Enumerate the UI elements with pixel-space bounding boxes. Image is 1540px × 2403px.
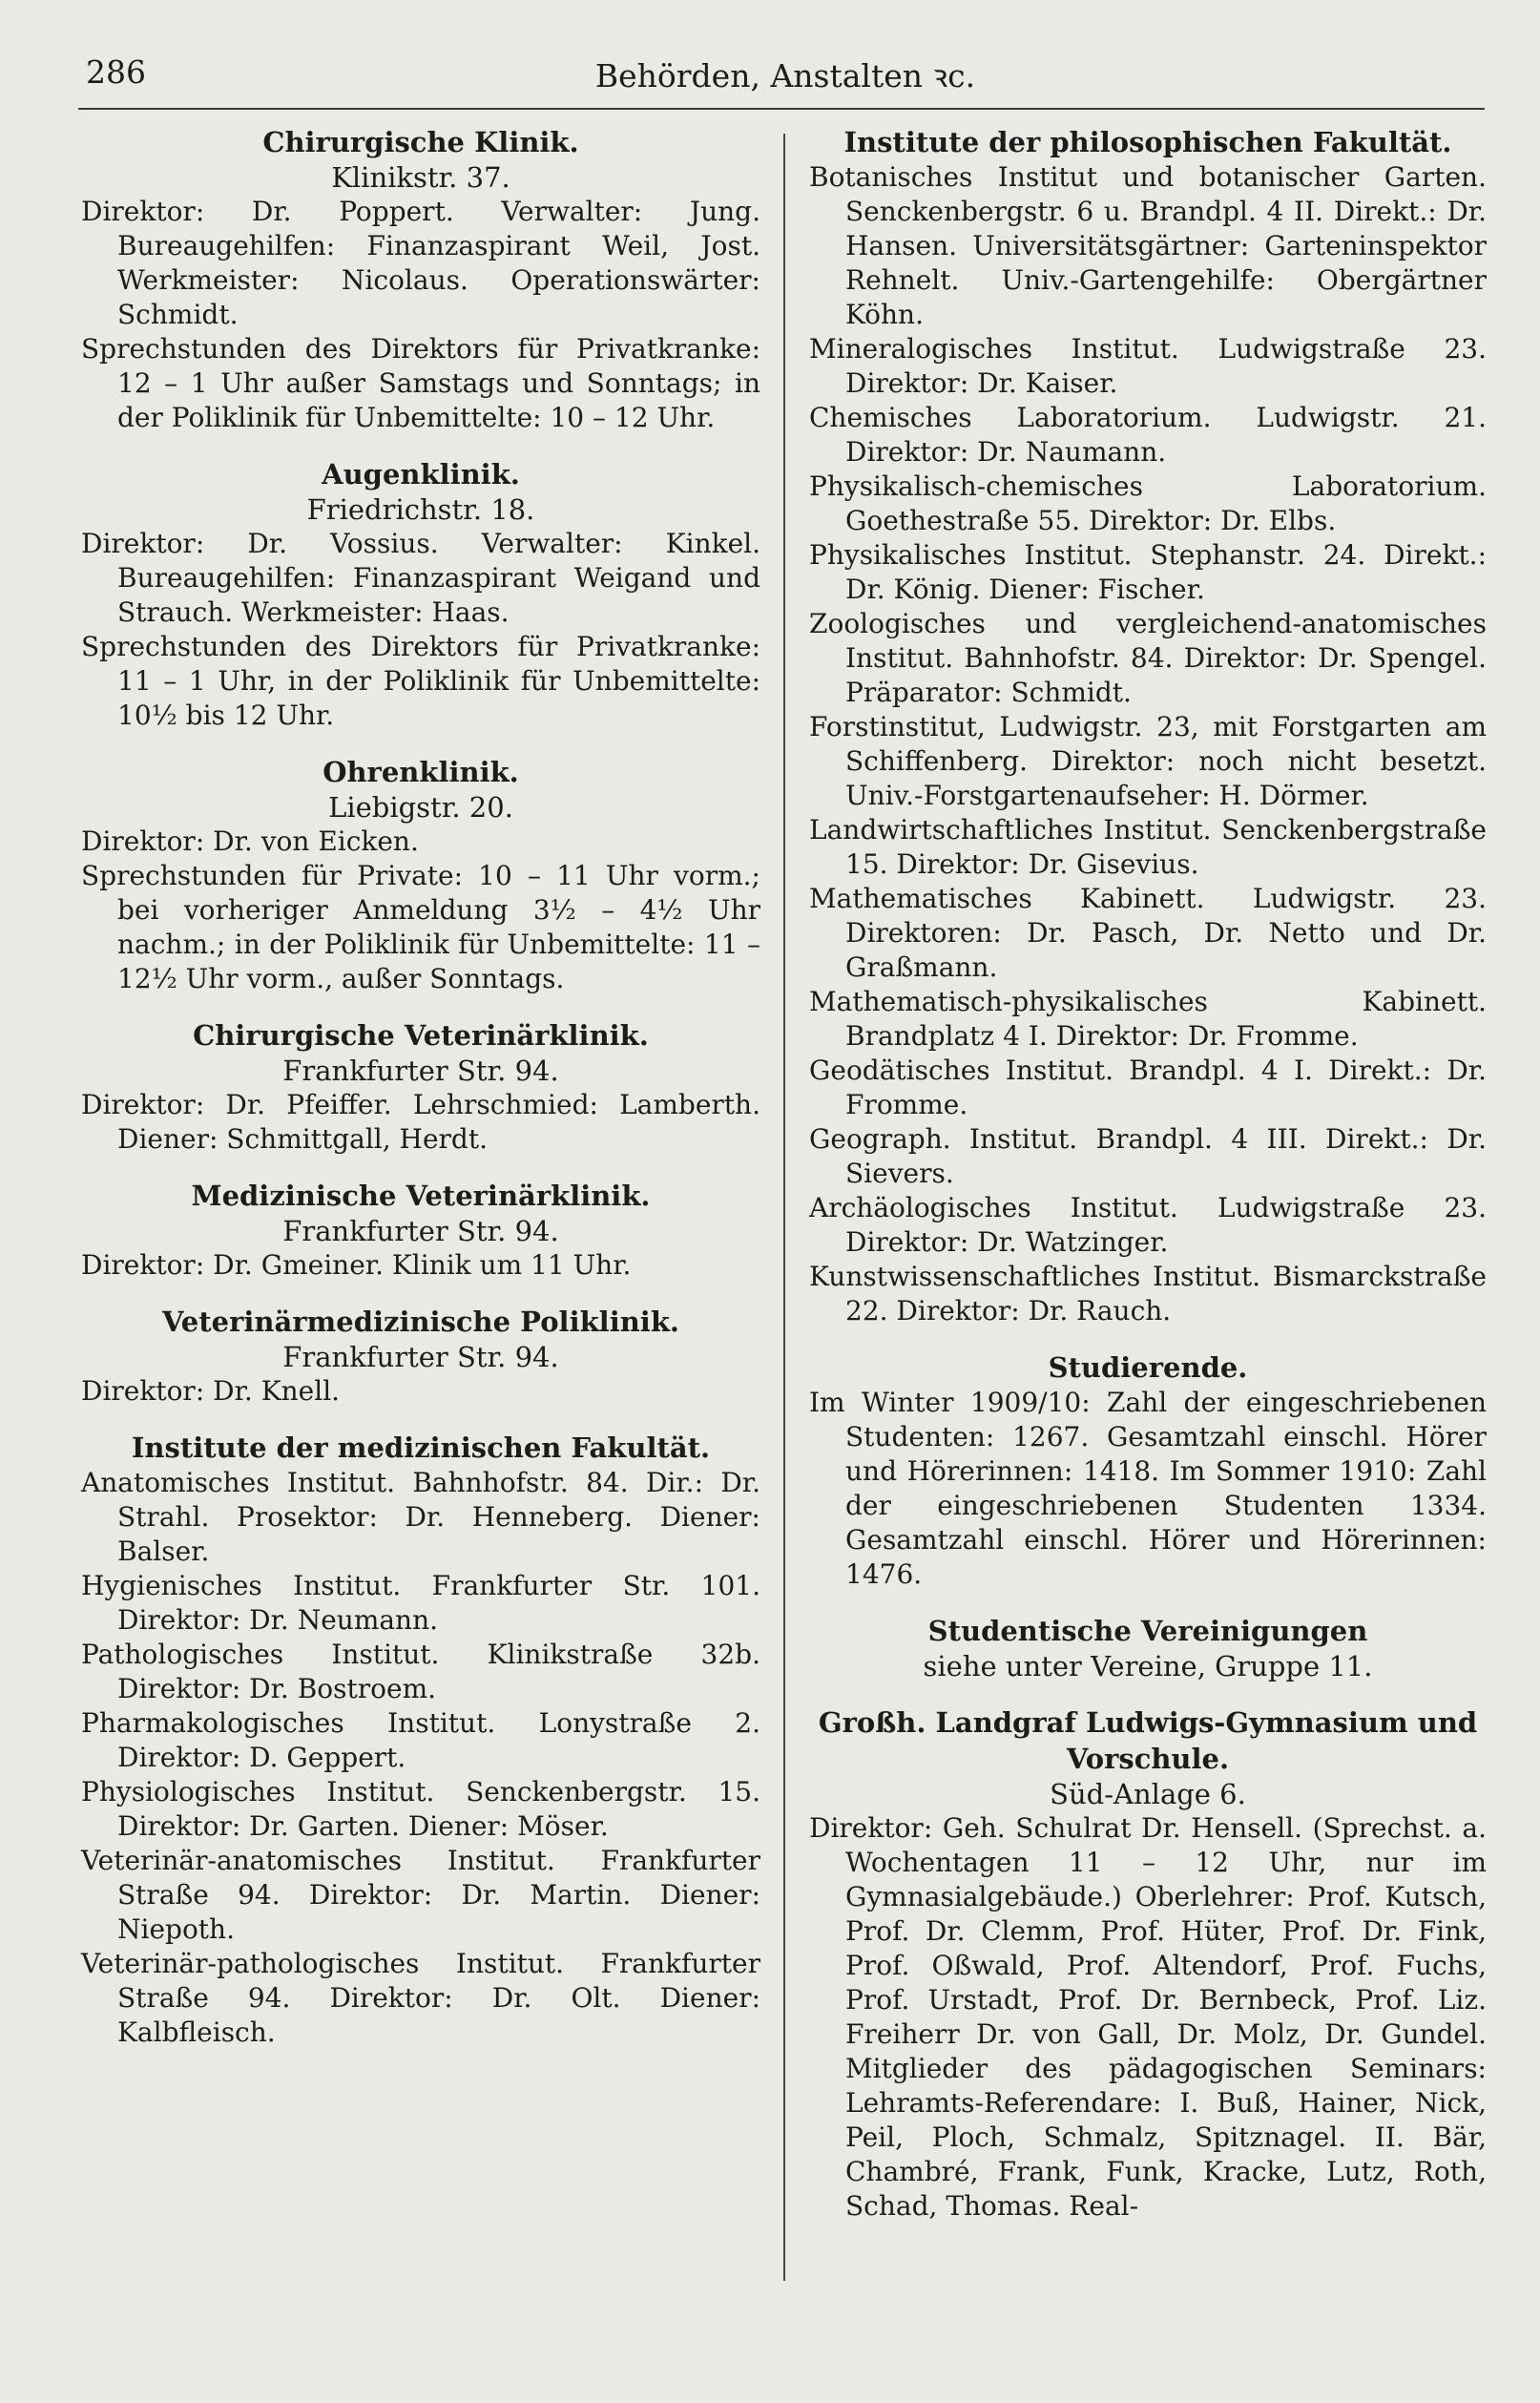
entry-paragraph: Pathologisches Institut. Klinikstraße 32b. Direktor: Dr. Bostroem. — [81, 1639, 760, 1704]
section-title: Ohrenklinik. — [323, 756, 519, 788]
section-grossh-landgraf-ludwigs-gymnasium-und-vo — [809, 1704, 1487, 2224]
entry-paragraph: Physikalisches Institut. Stephanstr. 24. Direkt.: Dr. König. Diener: Fischer. — [809, 539, 1487, 605]
section-address: Liebigstr. 20. — [328, 791, 513, 824]
entry-paragraph: Direktor: Dr. von Eicken. — [81, 825, 419, 857]
entry-paragraph: Archäologisches Institut. Ludwigstraße 23. Direktor: Dr. Watzinger. — [809, 1192, 1487, 1258]
entry-paragraph: Direktor: Dr. Vossius. Verwalter: Kinkel. Bureaugehilfen: Finanzaspirant Weigand und Strauch. Werkmeister: Haas. — [81, 528, 760, 628]
entry-paragraph: Botanisches Institut und botanischer Garten. Senckenbergstr. 6 u. Brandpl. 4 II. Direkt.: Dr. Hansen. Universitätsgärtner: Garteninspektor Rehnelt. Univ.-Gartengehilfe: Obergärtner Köhn. — [809, 161, 1487, 330]
section-title: Institute der medizinischen Fakultät. — [131, 1431, 711, 1464]
section-title: Chirurgische Klinik. — [262, 126, 579, 158]
entry-paragraph: Pharmakologisches Institut. Lonystraße 2. Direktor: D. Geppert. — [81, 1707, 760, 1773]
section-address: siehe unter Vereine, Gruppe 11. — [923, 1650, 1373, 1682]
section-title: Veterinärmedizinische Poliklinik. — [161, 1306, 680, 1338]
entry-paragraph: Mathematisch-physikalisches Kabinett. Brandplatz 4 I. Direktor: Dr. Fromme. — [809, 986, 1487, 1052]
entry-paragraph: Direktor: Geh. Schulrat Dr. Hensell. (Sprechst. a. Wochentagen 11 – 12 Uhr, nur im Gymnasialgebäude.) Oberlehrer: Prof. Kutsch, Prof. Dr. Clemm, Prof. Hüter, Prof. Dr. Fink, Prof. Oßwald, Prof. Altendorf, Prof. Fuchs, Prof. Urstadt, Prof. Dr. Bernbeck, Prof. Liz. Freiherr Dr. von Gall, Dr. Molz, Dr. Gundel. Mitglieder des pädagogischen Seminars: Lehramts-Referendare: I. Buß, Hainer, Nick, Peil, Ploch, Schmalz, Spitznagel. II. Bär, Chambré, Frank, Funk, Kracke, Lutz, Roth, Schad, Thomas. Real- — [809, 1812, 1487, 2222]
section-title: Großh. Landgraf Ludwigs-Gymnasium und Vorschule. — [818, 1706, 1478, 1775]
section-chirurgische-veterinaerklinik — [81, 1017, 760, 1157]
section-veterinaermedizinische-poliklinik — [81, 1304, 760, 1409]
section-ohrenklinik — [81, 754, 760, 996]
entry-paragraph: Sprechstunden des Direktors für Privatkranke: 11 – 1 Uhr, in der Poliklinik für Unbemittelte: 10½ bis 12 Uhr. — [81, 631, 760, 731]
section-address: Klinikstr. 37. — [331, 161, 510, 194]
entry-paragraph: Zoologisches und vergleichend-anatomisches Institut. Bahnhofstr. 84. Direktor: Dr. Spengel. Präparator: Schmidt. — [809, 608, 1487, 708]
section-address: Süd-Anlage 6. — [1050, 1778, 1246, 1810]
section-title: Augenklinik. — [322, 458, 520, 491]
running-title: Behörden, Anstalten ꝛc. — [594, 57, 976, 94]
section-title: Medizinische Veterinärklinik. — [191, 1180, 651, 1212]
entry-paragraph: Landwirtschaftliches Institut. Senckenbergstraße 15. Direktor: Dr. Gisevius. — [809, 814, 1487, 880]
section-title: Studentische Vereinigungen — [927, 1615, 1368, 1647]
section-institute-der-medizinischen-fakultaet — [81, 1430, 760, 2050]
section-title: Studierende. — [1048, 1351, 1248, 1384]
section-address: Friedrichstr. 18. — [306, 493, 535, 526]
section-studentische-vereinigungen — [809, 1613, 1487, 1683]
entry-paragraph: Veterinär-pathologisches Institut. Frankfurter Straße 94. Direktor: Dr. Olt. Diener: Kalbfleisch. — [81, 1948, 760, 2048]
entry-paragraph: Sprechstunden des Direktors für Privatkranke: 12 – 1 Uhr außer Samstags und Sonntags; in der Poliklinik für Unbemittelte: 10 – 12 Uhr. — [81, 333, 760, 433]
section-address: Frankfurter Str. 94. — [282, 1215, 559, 1247]
entry-paragraph: Physiologisches Institut. Senckenbergstr. 15. Direktor: Dr. Garten. Diener: Möser. — [81, 1776, 760, 1842]
page-header — [86, 46, 1485, 103]
entry-paragraph: Mineralogisches Institut. Ludwigstraße 23. Direktor: Dr. Kaiser. — [809, 333, 1487, 399]
left-column — [81, 124, 760, 2050]
section-institute-der-philosophischen-fakultaet — [809, 124, 1487, 1328]
entry-paragraph: Direktor: Dr. Gmeiner. Klinik um 11 Uhr. — [81, 1249, 632, 1281]
entry-paragraph: Physikalisch-chemisches Laboratorium. Goethestraße 55. Direktor: Dr. Elbs. — [809, 470, 1487, 536]
section-augenklinik — [81, 456, 760, 733]
entry-paragraph: Veterinär-anatomisches Institut. Frankfurter Straße 94. Direktor: Dr. Martin. Diener: Niepoth. — [81, 1845, 760, 1945]
entry-paragraph: Direktor: Dr. Knell. — [81, 1375, 341, 1407]
section-address: Frankfurter Str. 94. — [282, 1055, 559, 1087]
page-number: 286 — [86, 53, 146, 91]
entry-paragraph: Hygienisches Institut. Frankfurter Str. 101. Direktor: Dr. Neumann. — [81, 1570, 760, 1636]
entry-paragraph: Anatomisches Institut. Bahnhofstr. 84. Dir.: Dr. Strahl. Prosektor: Dr. Henneberg. Diener: Balser. — [81, 1467, 760, 1567]
entry-paragraph: Im Winter 1909/10: Zahl der eingeschriebenen Studenten: 1267. Gesamtzahl einschl. Hörer und Hörerinnen: 1418. Im Sommer 1910: Zahl der eingeschriebenen Studenten 1334. Gesamtzahl einschl. Hörer und Hörerinnen: 1476. — [809, 1387, 1487, 1590]
section-chirurgische-klinik — [81, 124, 760, 435]
section-title: Institute der philosophischen Fakultät. — [843, 126, 1452, 158]
entry-paragraph: Mathematisches Kabinett. Ludwigstr. 23. Direktoren: Dr. Pasch, Dr. Netto und Dr. Graßmann. — [809, 883, 1487, 983]
entry-paragraph: Geograph. Institut. Brandpl. 4 III. Direkt.: Dr. Sievers. — [809, 1123, 1487, 1189]
entry-paragraph: Kunstwissenschaftliches Institut. Bismarckstraße 22. Direktor: Dr. Rauch. — [809, 1261, 1487, 1327]
entry-paragraph: Forstinstitut, Ludwigstr. 23, mit Forstgarten am Schiffenberg. Direktor: noch nicht besetzt. Univ.-Forstgartenaufseher: H. Dörmer. — [809, 711, 1487, 811]
entry-paragraph: Direktor: Dr. Pfeiffer. Lehrschmied: Lamberth. Diener: Schmittgall, Herdt. — [81, 1089, 760, 1155]
right-column — [809, 124, 1487, 2224]
section-address: Frankfurter Str. 94. — [282, 1341, 559, 1373]
column-rule — [783, 134, 785, 2281]
section-title: Chirurgische Veterinärklinik. — [193, 1019, 649, 1052]
section-studierende — [809, 1349, 1487, 1592]
header-rule — [78, 108, 1485, 110]
entry-paragraph: Geodätisches Institut. Brandpl. 4 I. Direkt.: Dr. Fromme. — [809, 1055, 1487, 1120]
section-medizinische-veterinaerklinik — [81, 1178, 760, 1283]
entry-paragraph: Direktor: Dr. Poppert. Verwalter: Jung. Bureaugehilfen: Finanzaspirant Weil, Jost. Werkmeister: Nicolaus. Operationswärter: Schmidt. — [81, 196, 760, 330]
entry-paragraph: Chemisches Laboratorium. Ludwigstr. 21. Direktor: Dr. Naumann. — [809, 402, 1487, 468]
entry-paragraph: Sprechstunden für Private: 10 – 11 Uhr vorm.; bei vorheriger Anmeldung 3½ – 4½ Uhr nachm.; in der Poliklinik für Unbemittelte: 11 – 12½ Uhr vorm., außer Sonntags. — [81, 860, 760, 994]
